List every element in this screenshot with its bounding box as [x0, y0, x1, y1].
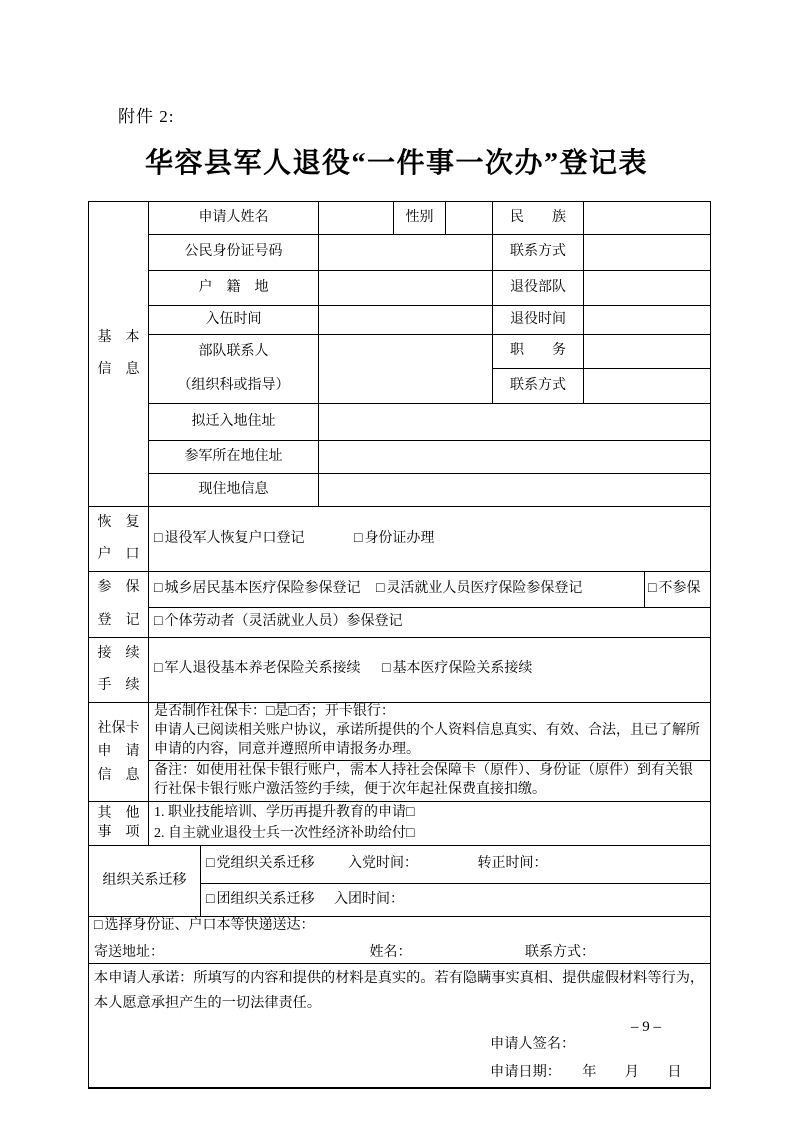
section-social-card-line1: 社保卡 — [97, 721, 140, 737]
insurance-options-row1 — [149, 572, 645, 607]
value-enlist-place-address — [319, 441, 711, 474]
value-planned-move-in-address — [319, 404, 711, 441]
commitment-statement: 本申请人承诺：所填写的内容和提供的材料是真实的。若有隐瞒事实真相、提供虚假材料等行为，本人愿意承担产生的一切法律责任。 — [94, 970, 705, 1012]
checkbox-icon: □ — [154, 530, 163, 546]
value-enlist-time — [319, 306, 493, 335]
hukou-restore-options — [149, 507, 711, 572]
checkbox-icon: □ — [381, 661, 391, 677]
checkbox-icon: □ — [154, 613, 163, 629]
section-org-transfer: 组织关系迁移 — [89, 846, 201, 917]
label-unit-contact — [149, 335, 319, 404]
value-current-address — [319, 474, 711, 507]
label-retired-unit: 退役部队 — [493, 271, 584, 306]
option-medical-continue-label: 基本医疗保险关系接续 — [392, 661, 533, 677]
insurance-option-none — [645, 572, 711, 607]
other-items-cell — [149, 801, 711, 845]
option-league-transfer-label: 团组织关系迁移 — [216, 891, 315, 907]
other-item-2: 2. 自主就业退役士兵一次性经济补助给付□ — [154, 826, 415, 842]
section-insurance-reg-line1: 参 保 — [97, 580, 140, 596]
section-relation-continue-line2: 手 续 — [97, 677, 140, 693]
label-unit-contact-phone: 联系方式 — [493, 369, 584, 404]
option-individual-worker — [154, 614, 402, 629]
label-id-number: 公民身份证号码 — [149, 235, 319, 271]
delivery-contact-label: 联系方式： — [525, 945, 595, 961]
section-relation-continue-line1: 接 续 — [97, 645, 140, 661]
label-applicant-name: 申请人姓名 — [149, 202, 319, 235]
option-party-transfer-label: 党组织关系迁移 — [216, 856, 315, 872]
option-pension-continue — [154, 661, 360, 676]
social-card-agreement: 申请人已阅读相关账户协议，承诺所提供的个人资料信息真实、有效、合法，且已了解所申请的内容，同意并遵照所申请报务办理。 — [154, 723, 700, 757]
party-confirm-time-label: 转正时间： — [477, 856, 548, 872]
league-join-time-label: 入团时间： — [333, 891, 404, 907]
option-urban-rural-medical — [154, 581, 360, 596]
option-league-transfer — [206, 892, 314, 907]
option-hukou-restore — [154, 531, 304, 546]
section-social-card-line2: 申 请 — [97, 744, 140, 760]
social-card-make-line: 是否制作社保卡：□是□否；开卡银行： — [154, 704, 395, 720]
page-number: – 9 – — [631, 1019, 661, 1035]
registration-form-table — [88, 201, 711, 1089]
section-basic-info — [89, 202, 149, 507]
other-item-1: 1. 职业技能培训、学历再提升教育的申请□ — [154, 804, 415, 820]
checkbox-icon: □ — [206, 891, 215, 907]
label-unit-contact-line1: 部队联系人 — [198, 344, 269, 360]
delivery-fields-line — [94, 944, 705, 963]
value-position — [584, 335, 711, 369]
checkbox-icon: □ — [154, 661, 163, 677]
value-gender — [446, 202, 493, 235]
option-individual-worker-label: 个体劳动者（灵活就业人员）参保登记 — [164, 613, 403, 629]
social-card-remark-cell — [149, 760, 711, 801]
section-other-items-line1: 其 他 — [97, 805, 140, 821]
value-ethnicity — [584, 202, 711, 235]
label-current-address: 现住地信息 — [149, 474, 319, 507]
checkbox-icon: □ — [94, 918, 103, 934]
delivery-address-label: 寄送地址： — [94, 945, 164, 961]
checkbox-icon: □ — [154, 581, 163, 597]
section-insurance-reg-line2: 登 记 — [97, 612, 140, 628]
section-hukou-restore-line2: 户 口 — [97, 547, 140, 563]
label-planned-move-in-address: 拟迁入地住址 — [149, 404, 319, 441]
date-label: 申请日期： 年 月 日 — [490, 1064, 682, 1081]
value-id-number — [319, 235, 493, 271]
label-gender: 性别 — [394, 202, 446, 235]
delivery-cell — [89, 917, 711, 964]
org-transfer-party-row — [201, 846, 711, 884]
value-retire-time — [584, 306, 711, 335]
checkbox-icon: □ — [206, 856, 215, 872]
option-flexible-medical-label: 灵活就业人员医疗保险参保登记 — [386, 581, 583, 597]
label-position: 职 务 — [493, 335, 584, 369]
section-other-items-line2: 事 项 — [97, 825, 140, 841]
value-retired-unit — [584, 271, 711, 306]
option-pension-continue-label: 军人退役基本养老保险关系接续 — [164, 661, 361, 677]
section-basic-info-line1: 基 本 — [97, 329, 140, 345]
signature-label: 申请人签名： — [490, 1035, 576, 1052]
option-urban-rural-medical-label: 城乡居民基本医疗保险参保登记 — [164, 581, 361, 597]
insurance-options-row2 — [149, 607, 711, 637]
checkbox-icon: □ — [353, 530, 363, 546]
value-unit-contact-phone — [584, 369, 711, 404]
option-party-transfer — [206, 856, 314, 871]
signature-block — [490, 1030, 705, 1087]
option-flexible-medical — [376, 581, 582, 596]
section-basic-info-line2: 信 息 — [97, 362, 140, 377]
delivery-option-line — [94, 917, 705, 936]
label-enlist-time: 入伍时间 — [149, 306, 319, 335]
section-social-card-line3: 信 息 — [97, 767, 140, 783]
label-enlist-place-address: 参军所在地住址 — [149, 441, 319, 474]
delivery-option-label: 选择身份证、户口本等快递送达： — [104, 918, 315, 934]
option-no-insurance-label: 不参保 — [658, 581, 701, 597]
party-join-time-label: 入党时间： — [347, 856, 418, 872]
section-relation-continue — [89, 637, 149, 702]
option-medical-continue — [382, 661, 532, 676]
value-unit-contact — [319, 335, 493, 404]
value-applicant-name — [319, 202, 394, 235]
label-retire-time: 退役时间 — [493, 306, 584, 335]
option-hukou-restore-label: 退役军人恢复户口登记 — [164, 530, 305, 546]
section-other-items — [89, 801, 149, 845]
relation-continue-options — [149, 637, 711, 702]
delivery-name-label: 姓名： — [369, 945, 412, 961]
section-insurance-reg — [89, 572, 149, 637]
social-card-make-cell — [149, 703, 711, 761]
option-id-card-label: 身份证办理 — [364, 530, 435, 546]
form-title: 华容县军人退役“一件事一次办”登记表 — [144, 148, 648, 179]
value-contact — [584, 235, 711, 271]
label-unit-contact-line2: （组织科或指导） — [177, 378, 290, 393]
org-transfer-league-row — [201, 884, 711, 917]
label-ethnicity: 民 族 — [493, 202, 584, 235]
value-household-registration — [319, 271, 493, 306]
checkbox-icon: □ — [648, 581, 657, 597]
label-contact: 联系方式 — [493, 235, 584, 271]
section-hukou-restore-line1: 恢 复 — [97, 515, 140, 530]
section-hukou-restore — [89, 507, 149, 572]
attachment-label: 附件 2: — [118, 107, 175, 126]
label-household-registration: 户 籍 地 — [149, 271, 319, 306]
option-id-card — [354, 531, 434, 546]
section-social-card — [89, 703, 149, 802]
social-card-remark: 备注：如使用社保卡银行账户，需本人持社会保障卡（原件）、身份证（原件）到有关银行社保卡银行账户激活签约手续，便于次年起社保费直接扣缴。 — [154, 762, 693, 797]
checkbox-icon: □ — [375, 581, 385, 597]
